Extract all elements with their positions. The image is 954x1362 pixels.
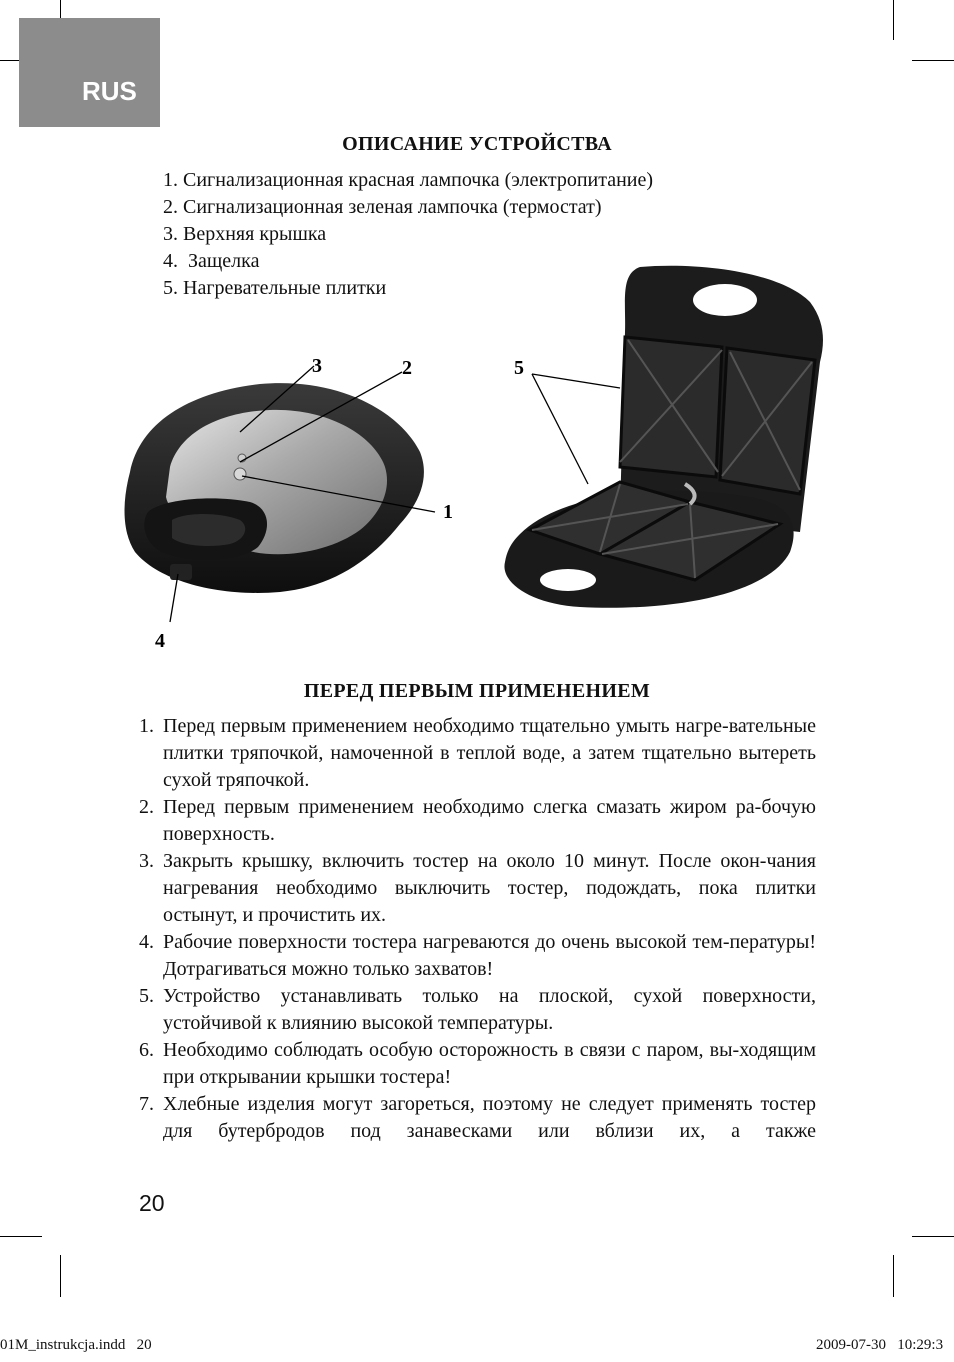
instruction-item: [139, 1037, 816, 1091]
footer-file-info: 01M_instrukcja.indd 20: [0, 1337, 152, 1353]
closed-appliance-image: [125, 383, 424, 593]
instruction-item: [139, 848, 816, 929]
instruction-item: [139, 1091, 816, 1145]
callout-label-4: 4: [155, 630, 165, 652]
instruction-number: 3.: [139, 850, 154, 872]
section-title-first-use: ПЕРЕД ПЕРВЫМ ПРИМЕНЕНИЕМ: [303, 680, 651, 702]
open-appliance-image: [504, 266, 823, 608]
instruction-number: 4.: [139, 931, 154, 953]
crop-mark: [60, 1255, 61, 1297]
instruction-text: Закрыть крышку, включить тостер на около 10 минут. После окон-чания нагревания необходимо выключить тостер, подождать, пока плитки остынут, и прочистить их.: [163, 850, 816, 926]
parts-list-item: 1. Сигнализационная красная лампочка (электропитание): [163, 169, 654, 191]
instruction-item: [139, 983, 816, 1037]
language-label: RUS: [82, 76, 137, 106]
instructions-list: [139, 713, 816, 1145]
instruction-item: [139, 929, 816, 983]
callout-label-3: 3: [312, 355, 322, 377]
crop-mark: [912, 1236, 954, 1237]
instruction-text: Хлебные изделия могут загореться, поэтому не следует применять тостер для бутербродов под занавесками или вблизи их, а также: [163, 1093, 816, 1142]
callout-label-2: 2: [402, 357, 412, 379]
language-tab: [19, 18, 160, 127]
instruction-text: Перед первым применением необходимо слегка смазать жиром ра-бочую поверхность.: [163, 796, 816, 845]
instruction-text: Устройство устанавливать только на плоской, сухой поверхности, устойчивой к влиянию высокой температуры.: [163, 985, 816, 1034]
parts-list-item: 2. Сигнализационная зеленая лампочка (термостат): [163, 196, 602, 218]
instruction-item: [139, 794, 816, 848]
parts-list-item: 3. Верхняя крышка: [163, 223, 327, 245]
crop-mark: [0, 1236, 42, 1237]
parts-list-item: 5. Нагревательные плитки: [163, 277, 387, 299]
parts-list-item: 4. Защелка: [163, 250, 260, 272]
page-number: 20: [139, 1190, 165, 1216]
footer-timestamp: 2009-07-30 10:29:3: [816, 1337, 944, 1353]
instruction-number: 7.: [139, 1093, 154, 1115]
instruction-item: [139, 713, 816, 794]
instruction-number: 1.: [139, 715, 154, 737]
instruction-number: 2.: [139, 796, 154, 818]
callout-label-5: 5: [514, 357, 524, 379]
callout-label-1: 1: [443, 501, 453, 523]
instruction-text: Рабочие поверхности тостера нагреваются до очень высокой тем-пературы! Дотрагиваться можно только захватов!: [163, 931, 816, 980]
instruction-text: Необходимо соблюдать особую осторожность в связи с паром, вы-ходящим при открывании крышки тостера!: [163, 1039, 816, 1088]
instruction-number: 5.: [139, 985, 154, 1007]
crop-mark: [912, 60, 954, 61]
instruction-number: 6.: [139, 1039, 154, 1061]
crop-mark: [893, 1255, 894, 1297]
crop-mark: [893, 0, 894, 40]
section-title-description: ОПИСАНИЕ УСТРОЙСТВА: [342, 133, 612, 155]
sandwich-maker-illustration: [100, 262, 860, 662]
instruction-text: Перед первым применением необходимо тщательно умыть нагре-вательные плитки тряпочкой, намоченной в теплой воде, а затем тщательно вытереть сухой тряпочкой.: [163, 715, 816, 791]
